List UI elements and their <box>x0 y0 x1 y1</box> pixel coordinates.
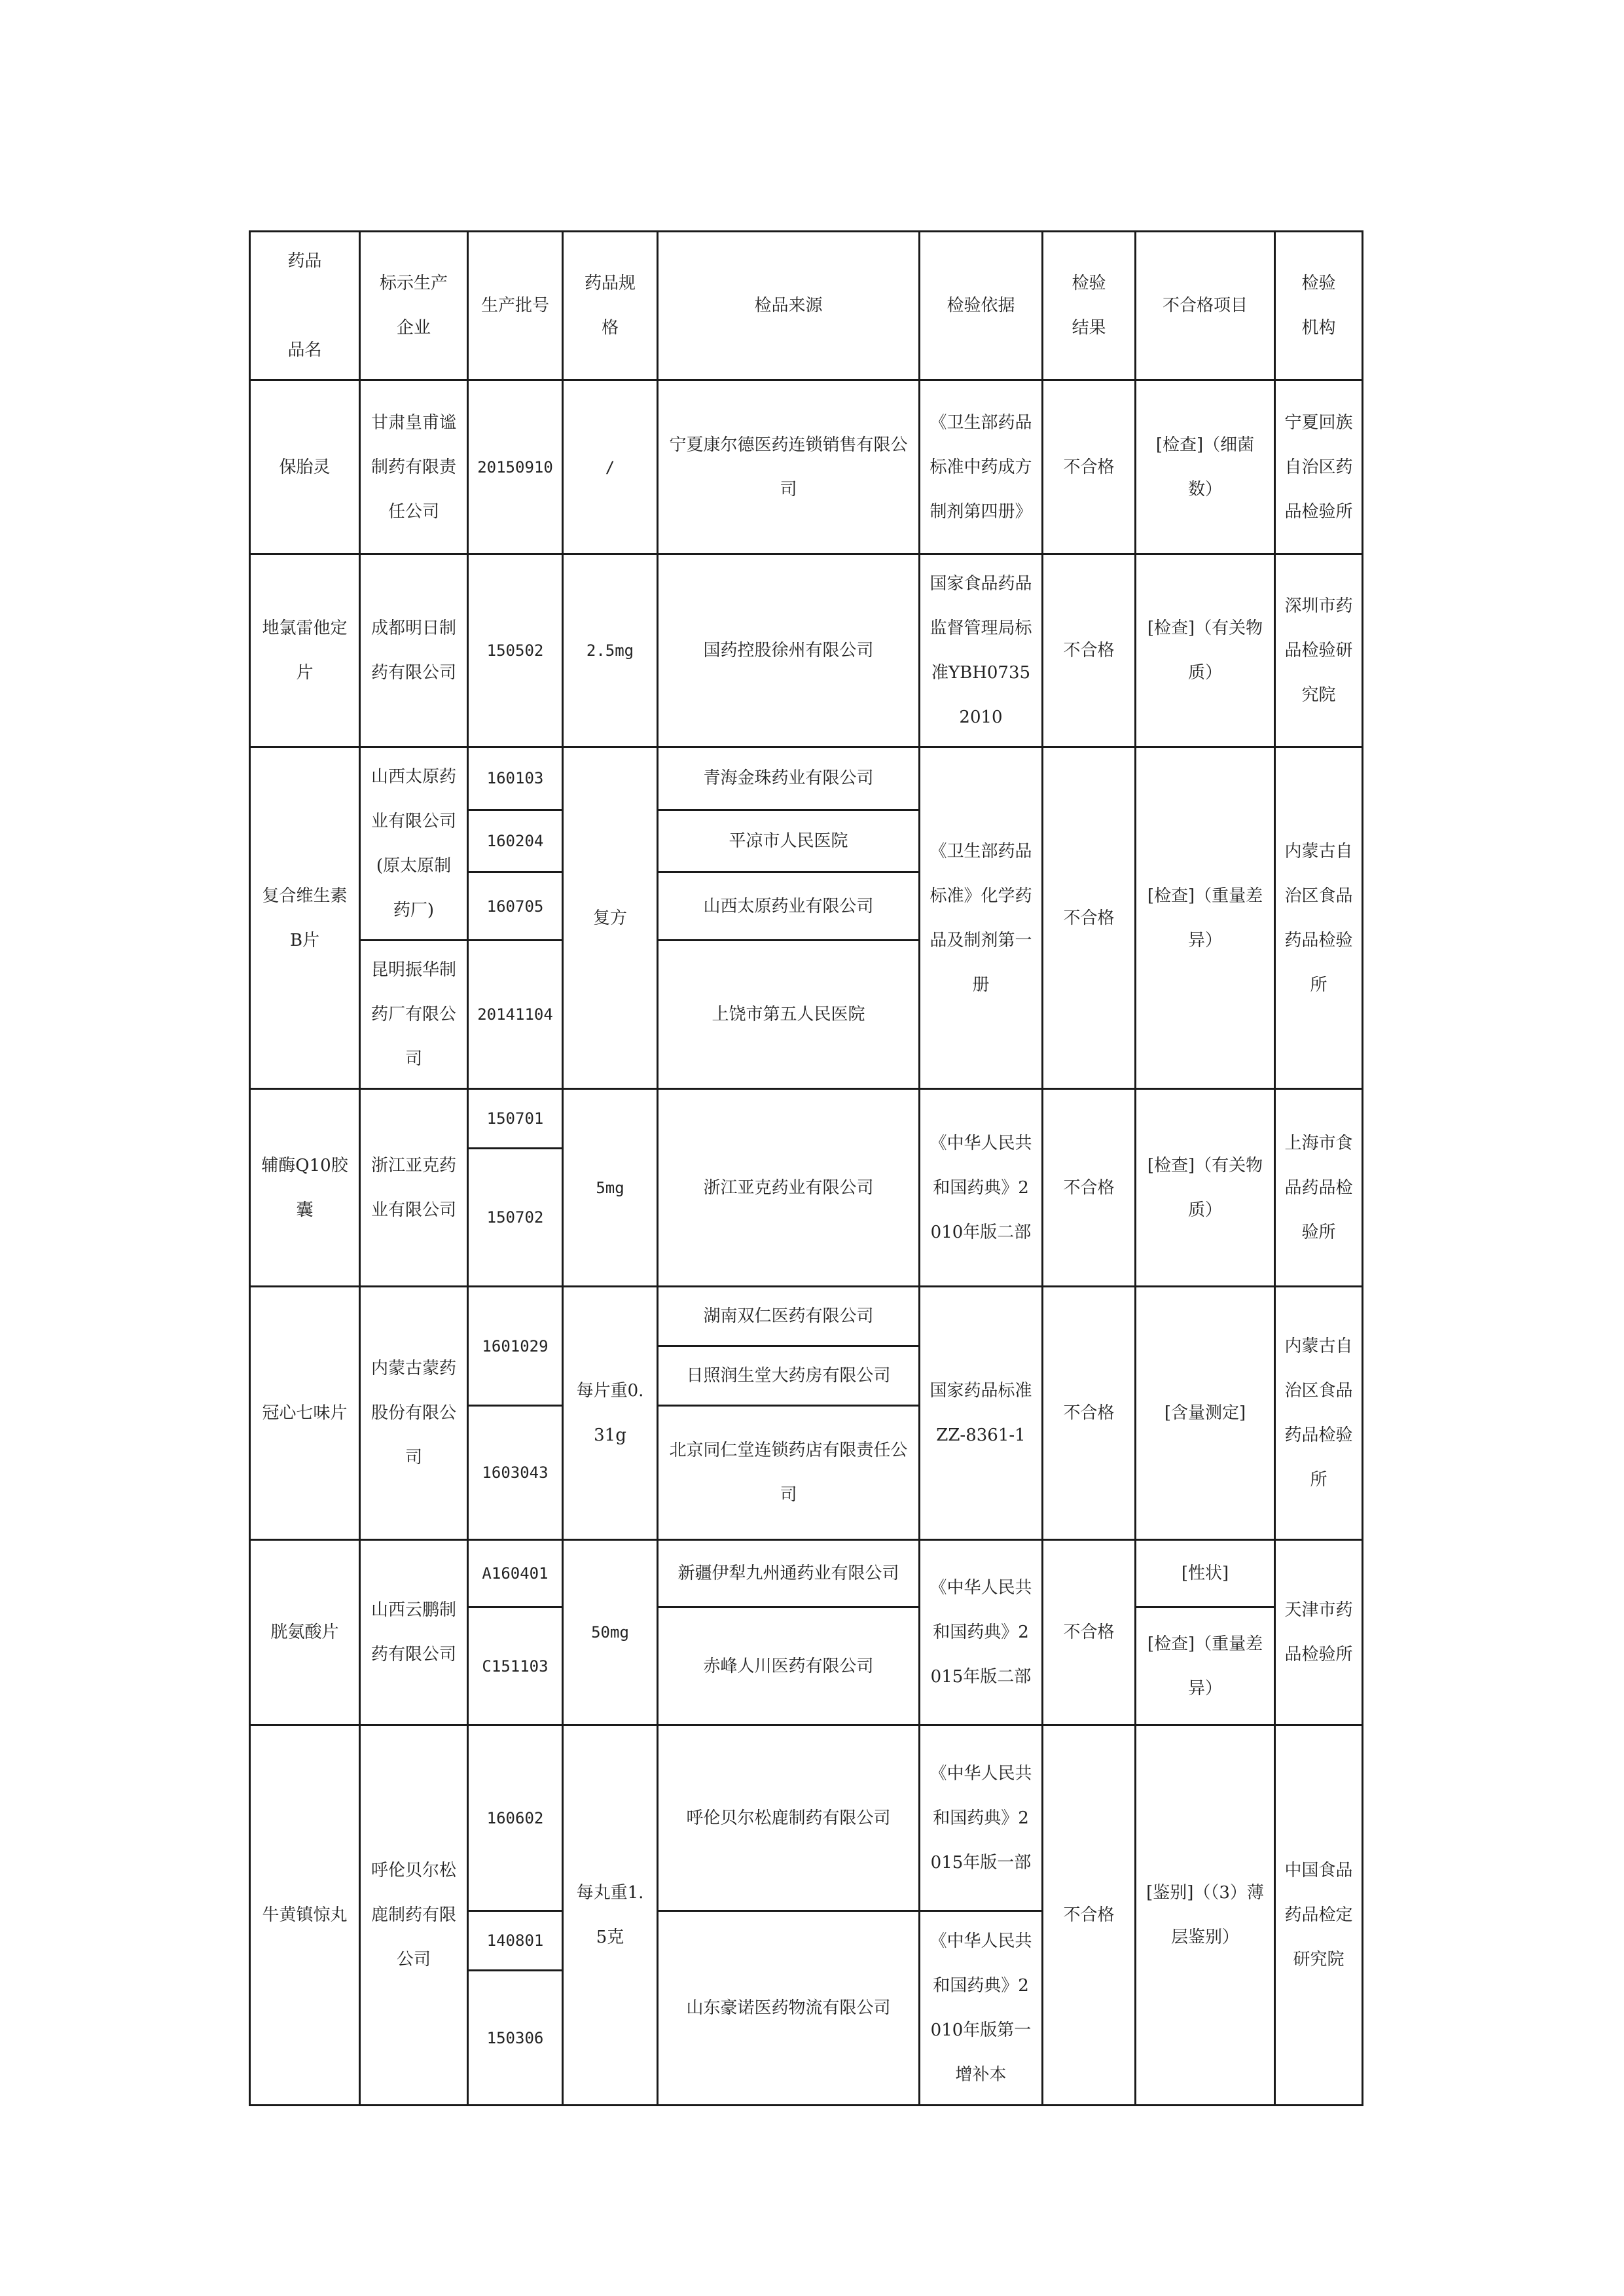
drug-name-cell: 辅酶Q10胶囊 <box>250 1089 360 1287</box>
result-cell: 不合格 <box>1043 747 1136 1089</box>
table-row <box>250 1540 1363 1607</box>
header-spec <box>563 232 658 380</box>
source-cell: 北京同仁堂连锁药店有限责任公司 <box>658 1406 920 1540</box>
header-text: 生产批号 <box>480 296 549 315</box>
table-row <box>250 380 1363 554</box>
table-row <box>250 554 1363 747</box>
agency-cell: 宁夏回族自治区药品检验所 <box>1275 380 1363 554</box>
batch-cell: 20141104 <box>468 941 563 1089</box>
batch-cell: 160204 <box>468 810 563 872</box>
result-cell: 不合格 <box>1043 380 1136 554</box>
agency-cell: 天津市药品检验所 <box>1275 1540 1363 1725</box>
failed-item-cell: [检查]（重量差异） <box>1136 1607 1275 1725</box>
failed-item-cell: [含量测定] <box>1136 1287 1275 1540</box>
company-cell: 山西云鹏制药有限公司 <box>360 1540 468 1725</box>
agency-cell: 深圳市药品检验研究院 <box>1275 554 1363 747</box>
header-result <box>1043 232 1136 380</box>
company-cell: 昆明振华制药厂有限公司 <box>360 941 468 1089</box>
company-cell: 甘肃皇甫谧制药有限责任公司 <box>360 380 468 554</box>
agency-cell: 内蒙古自治区食品药品检验所 <box>1275 747 1363 1089</box>
header-drug-name <box>250 232 360 380</box>
batch-cell: 1601029 <box>468 1287 563 1406</box>
drug-name-cell: 胱氨酸片 <box>250 1540 360 1725</box>
batch-cell: 150502 <box>468 554 563 747</box>
batch-cell: 20150910 <box>468 380 563 554</box>
header-source <box>658 232 920 380</box>
drug-name-cell: 复合维生素B片 <box>250 747 360 1089</box>
batch-cell: 150701 <box>468 1089 563 1149</box>
basis-cell: 《中华人民共和国药典》2010年版第一增补本 <box>920 1911 1043 2106</box>
company-cell: 浙江亚克药业有限公司 <box>360 1089 468 1287</box>
source-cell: 平凉市人民医院 <box>658 810 920 872</box>
header-agency <box>1275 232 1363 380</box>
failed-item-cell: [鉴别]（（3）薄层鉴别） <box>1136 1725 1275 2106</box>
company-cell: 呼伦贝尔松鹿制药有限公司 <box>360 1725 468 2106</box>
drug-name-cell: 牛黄镇惊丸 <box>250 1725 360 2106</box>
failed-item-cell: [检查]（有关物质） <box>1136 1089 1275 1287</box>
failed-item-cell: [检查]（细菌数） <box>1136 380 1275 554</box>
result-cell: 不合格 <box>1043 1725 1136 2106</box>
basis-cell: 《卫生部药品标准中药成方制剂第四册》 <box>920 380 1043 554</box>
drug-name-cell: 地氯雷他定片 <box>250 554 360 747</box>
source-cell: 湖南双仁医药有限公司 <box>658 1287 920 1346</box>
spec-cell: 每片重0.31g <box>563 1287 658 1540</box>
result-cell: 不合格 <box>1043 1287 1136 1540</box>
header-batch <box>468 232 563 380</box>
failed-item-cell: [性状] <box>1136 1540 1275 1607</box>
header-text: 药品 品名 <box>287 251 322 360</box>
agency-cell: 内蒙古自治区食品药品检验所 <box>1275 1287 1363 1540</box>
spec-cell: 每丸重1.5克 <box>563 1725 658 2106</box>
basis-cell: 《卫生部药品标准》化学药品及制剂第一册 <box>920 747 1043 1089</box>
header-text: 检验 机构 <box>1301 274 1336 338</box>
batch-cell: 160602 <box>468 1725 563 1911</box>
header-row <box>250 232 1363 380</box>
drug-name-cell: 冠心七味片 <box>250 1287 360 1540</box>
source-cell: 国药控股徐州有限公司 <box>658 554 920 747</box>
result-cell: 不合格 <box>1043 554 1136 747</box>
company-cell: 成都明日制药有限公司 <box>360 554 468 747</box>
failed-item-cell: [检查]（有关物质） <box>1136 554 1275 747</box>
agency-cell: 上海市食品药品检验所 <box>1275 1089 1363 1287</box>
source-cell: 山东豪诺医药物流有限公司 <box>658 1911 920 2106</box>
source-cell: 青海金珠药业有限公司 <box>658 747 920 810</box>
spec-cell: 复方 <box>563 747 658 1089</box>
source-cell: 宁夏康尔德医药连锁销售有限公司 <box>658 380 920 554</box>
company-cell: 山西太原药业有限公司(原太原制药厂) <box>360 747 468 941</box>
header-text: 药品规 格 <box>584 274 636 338</box>
header-text: 检验依据 <box>947 296 1015 315</box>
header-text: 检品来源 <box>754 296 823 315</box>
header-text: 标示生产 企业 <box>379 274 448 338</box>
basis-cell: 国家食品药品监督管理局标准YBH07352010 <box>920 554 1043 747</box>
header-failed-items <box>1136 232 1275 380</box>
source-cell: 日照润生堂大药房有限公司 <box>658 1346 920 1406</box>
source-cell: 浙江亚克药业有限公司 <box>658 1089 920 1287</box>
table-row <box>250 1725 1363 1911</box>
source-cell: 新疆伊犁九州通药业有限公司 <box>658 1540 920 1607</box>
spec-cell: 5mg <box>563 1089 658 1287</box>
batch-cell: 150306 <box>468 1971 563 2106</box>
batch-cell: 160705 <box>468 872 563 941</box>
basis-cell: 《中华人民共和国药典》2015年版二部 <box>920 1540 1043 1725</box>
batch-cell: 160103 <box>468 747 563 810</box>
header-text: 检验 结果 <box>1072 274 1106 338</box>
company-cell: 内蒙古蒙药股份有限公司 <box>360 1287 468 1540</box>
batch-cell: 1603043 <box>468 1406 563 1540</box>
source-cell: 山西太原药业有限公司 <box>658 872 920 941</box>
batch-cell: A160401 <box>468 1540 563 1607</box>
source-cell: 呼伦贝尔松鹿制药有限公司 <box>658 1725 920 1911</box>
table-row <box>250 1287 1363 1346</box>
source-cell: 赤峰人川医药有限公司 <box>658 1607 920 1725</box>
inspection-table <box>249 230 1363 2106</box>
spec-cell: / <box>563 380 658 554</box>
table-row <box>250 1089 1363 1149</box>
batch-cell: 150702 <box>468 1149 563 1287</box>
spec-cell: 50mg <box>563 1540 658 1725</box>
spec-cell: 2.5mg <box>563 554 658 747</box>
header-text: 不合格项目 <box>1162 296 1248 315</box>
header-basis <box>920 232 1043 380</box>
batch-cell: 140801 <box>468 1911 563 1971</box>
agency-cell: 中国食品药品检定研究院 <box>1275 1725 1363 2106</box>
drug-name-cell: 保胎灵 <box>250 380 360 554</box>
failed-item-cell: [检查]（重量差异） <box>1136 747 1275 1089</box>
source-cell: 上饶市第五人民医院 <box>658 941 920 1089</box>
result-cell: 不合格 <box>1043 1089 1136 1287</box>
header-company <box>360 232 468 380</box>
batch-cell: C151103 <box>468 1607 563 1725</box>
result-cell: 不合格 <box>1043 1540 1136 1725</box>
basis-cell: 《中华人民共和国药典》2010年版二部 <box>920 1089 1043 1287</box>
table-row <box>250 747 1363 810</box>
basis-cell: 《中华人民共和国药典》2015年版一部 <box>920 1725 1043 1911</box>
basis-cell: 国家药品标准ZZ-8361-1 <box>920 1287 1043 1540</box>
